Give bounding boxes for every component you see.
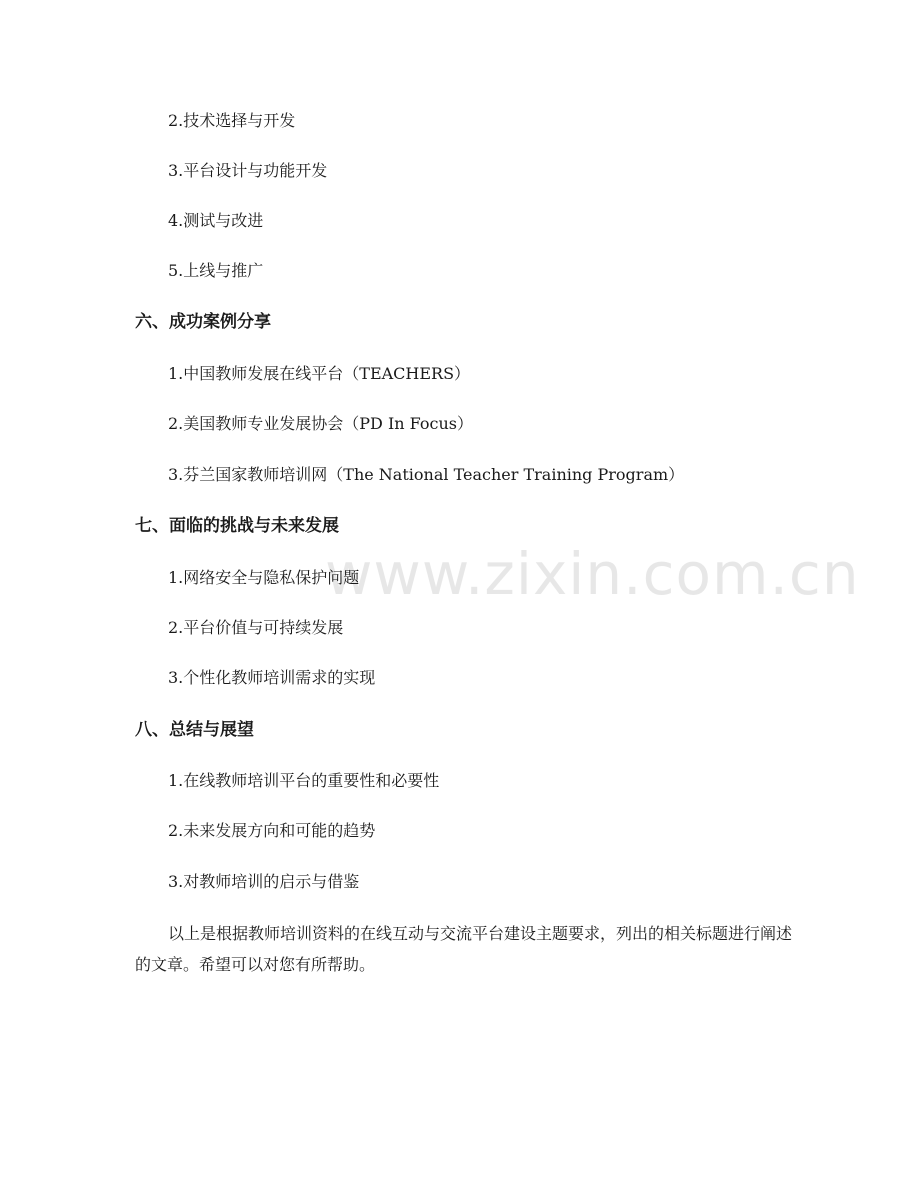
- list-item: 4.测试与改进: [168, 211, 264, 230]
- closing-paragraph: 以上是根据教师培训资料的在线互动与交流平台建设主题要求，列出的相关标题进行阐述的文章。希望可以对您有所帮助。: [135, 924, 793, 974]
- list-item: 5.上线与推广: [168, 261, 264, 280]
- section-heading: 六、成功案例分享: [135, 312, 271, 332]
- list-item: 2.美国教师专业发展协会（PD In Focus）: [168, 414, 473, 433]
- list-item: 3.平台设计与功能开发: [168, 161, 328, 180]
- list-item: 3.芬兰国家教师培训网（The National Teacher Training Program）: [168, 465, 685, 484]
- list-item: 1.网络安全与隐私保护问题: [168, 568, 360, 587]
- list-item: 3.对教师培训的启示与借鉴: [168, 872, 360, 891]
- list-item: 1.中国教师发展在线平台（TEACHERS）: [168, 364, 471, 383]
- section-heading: 八、总结与展望: [135, 720, 254, 740]
- list-item: 2.技术选择与开发: [168, 111, 296, 130]
- list-item: 1.在线教师培训平台的重要性和必要性: [168, 771, 440, 790]
- list-item: 2.平台价值与可持续发展: [168, 618, 344, 637]
- list-item: 2.未来发展方向和可能的趋势: [168, 821, 376, 840]
- list-item: 3.个性化教师培训需求的实现: [168, 668, 376, 687]
- watermark: www.zixin.com.cn: [325, 540, 860, 608]
- section-heading: 七、面临的挑战与未来发展: [135, 516, 339, 536]
